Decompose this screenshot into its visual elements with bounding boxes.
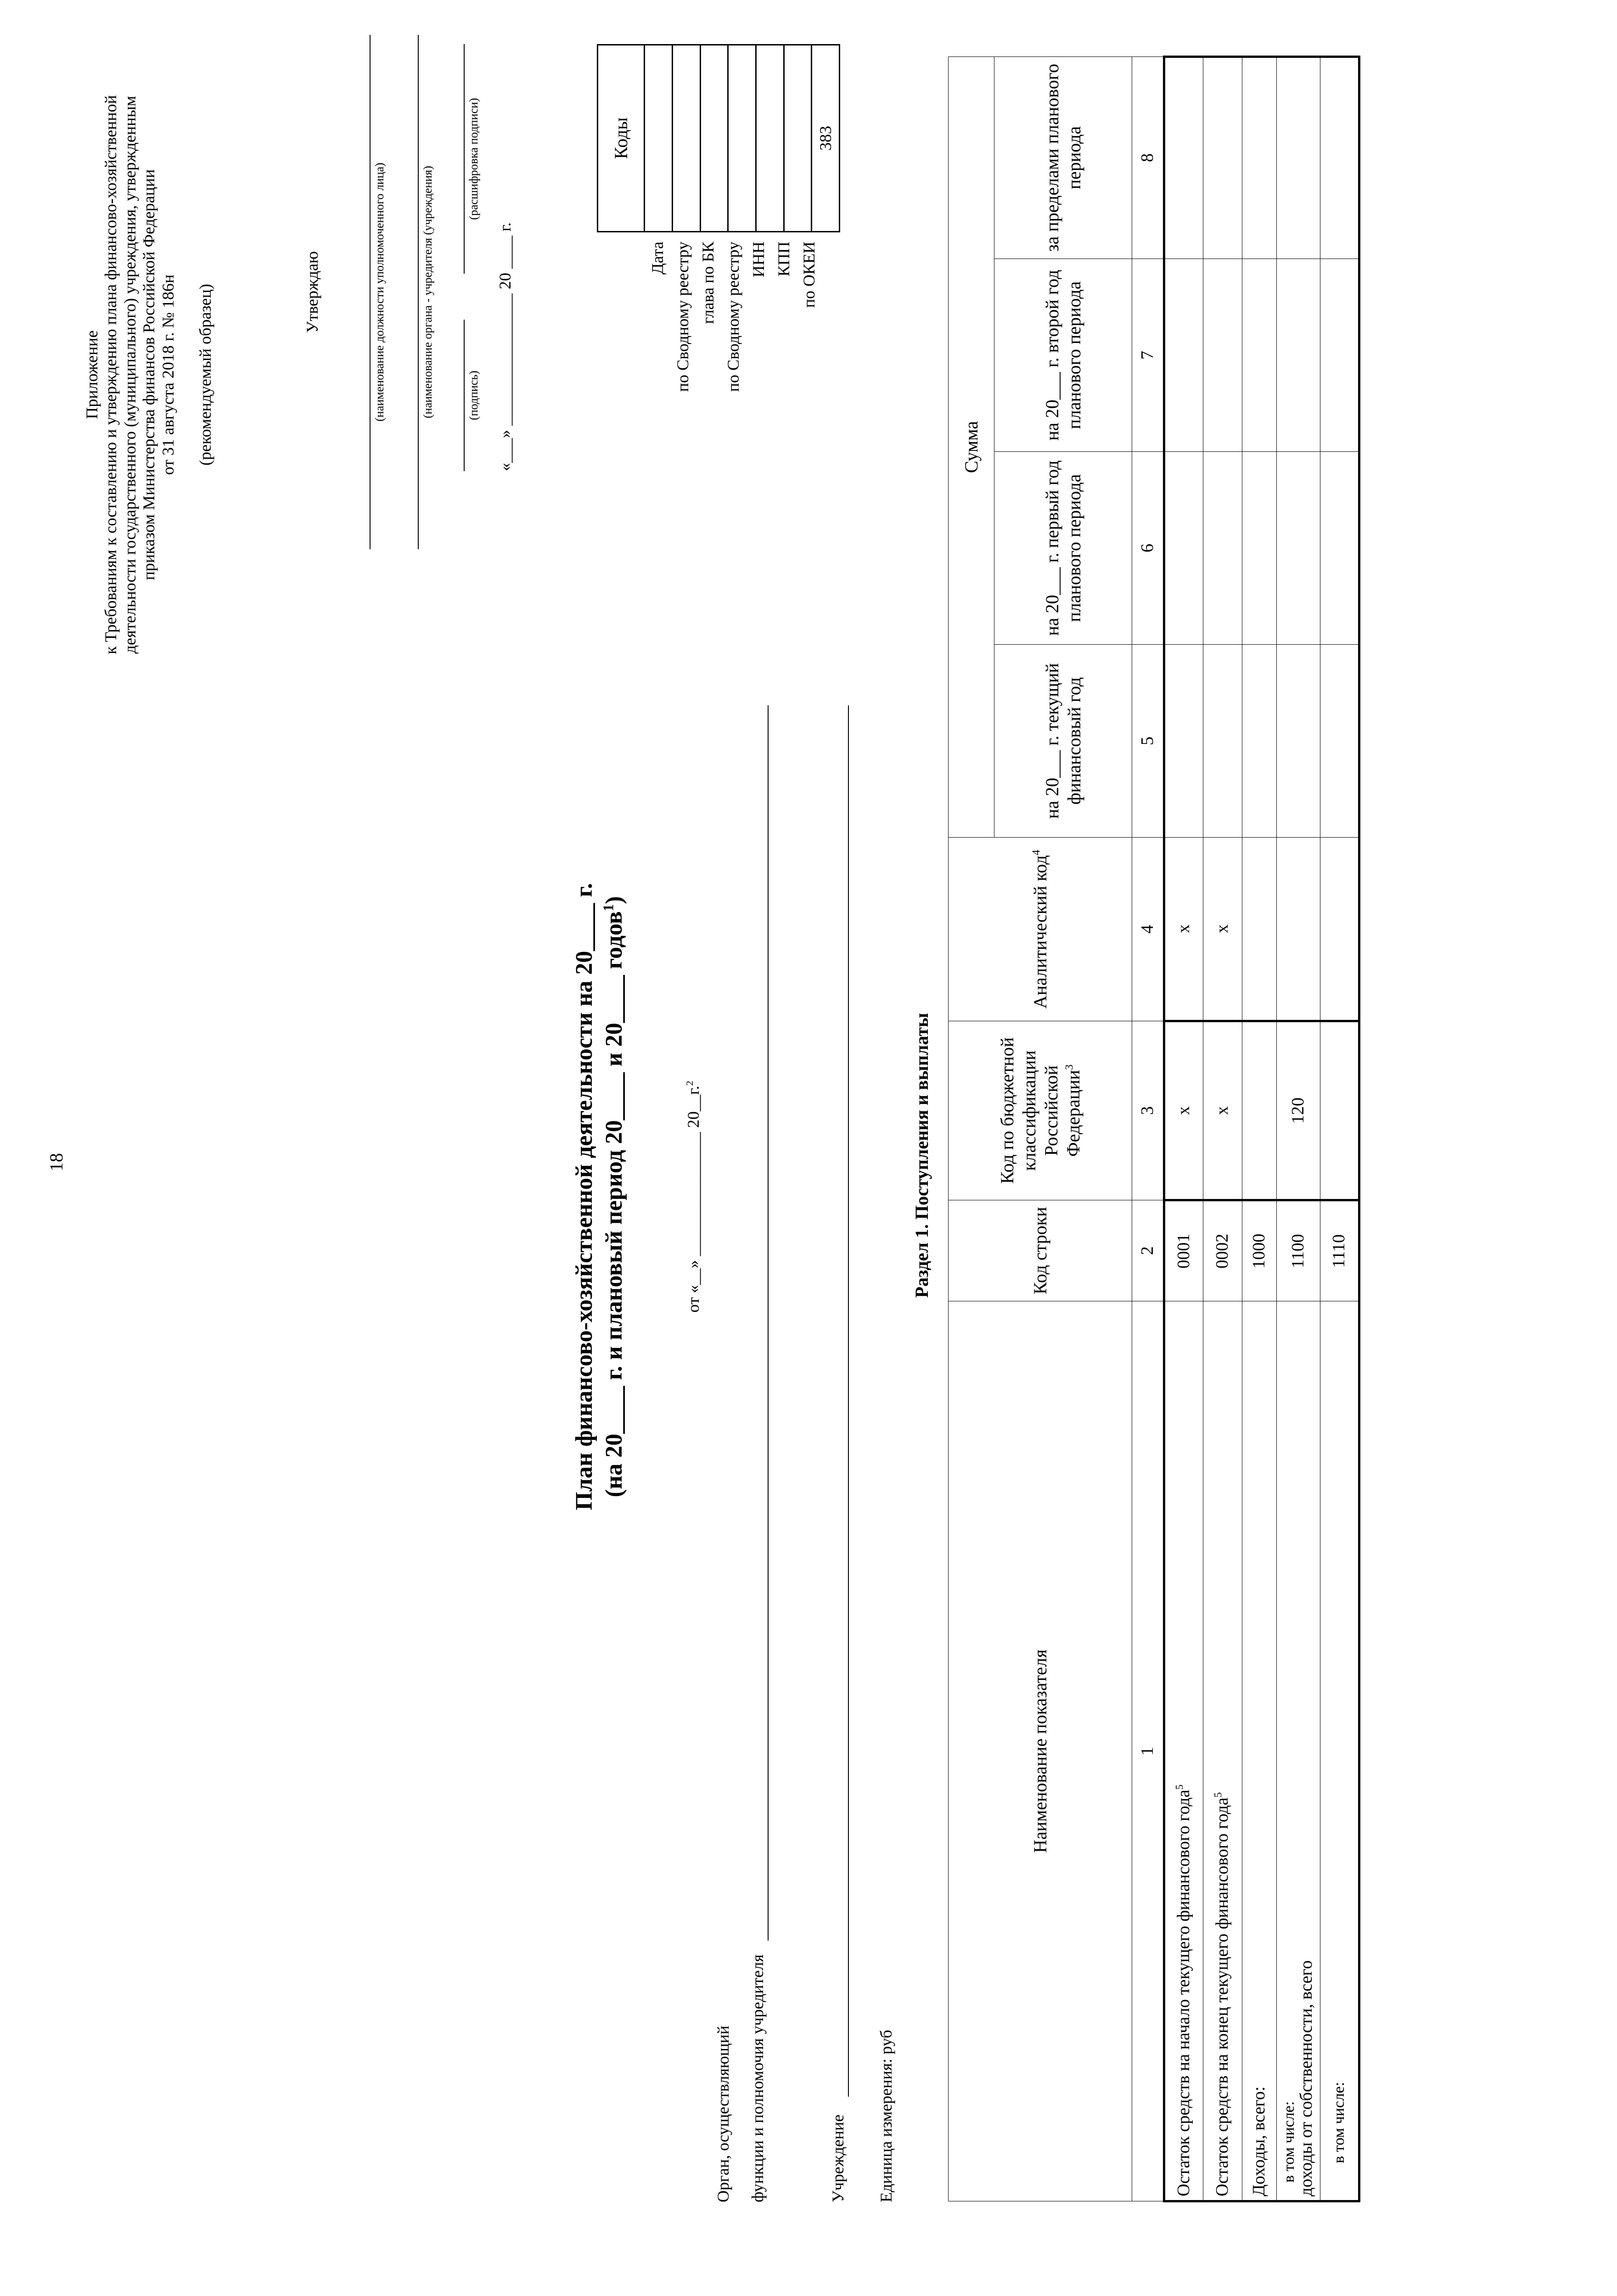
decode-caption: (расшифровка подписи) <box>467 98 480 220</box>
row-sum-7[interactable] <box>1277 259 1320 452</box>
sample-note: (рекомендуемый образец) <box>196 284 214 466</box>
institution-label: Учреждение <box>829 2114 847 2202</box>
decode-line <box>464 44 465 274</box>
col-number-3: 3 <box>1132 1021 1164 1200</box>
row-sum-5[interactable] <box>1320 645 1359 838</box>
code-label-inn: ИНН <box>749 242 768 277</box>
row-sum-7[interactable] <box>1164 259 1203 452</box>
row-sum-6[interactable] <box>1203 452 1242 645</box>
receipts-payments-table <box>948 56 1360 2202</box>
code-cell-kpp[interactable] <box>784 45 812 232</box>
organ-line <box>418 35 419 549</box>
appendix-line-3: приказом Министерства финансов Российской Федерации <box>140 169 158 580</box>
appendix-line-1: к Требованиям к составлению и утверждению плана финансово-хозяйственной <box>101 95 120 654</box>
row-sum-8[interactable] <box>1277 56 1320 259</box>
plan-title-line-2: (на 20____ г. и плановый период 20____ и 20____ годов$^1$) <box>600 896 627 1497</box>
code-cell-registry-2[interactable] <box>728 45 756 232</box>
position-line <box>370 35 371 549</box>
row-bk: 120 <box>1277 1021 1320 1200</box>
table-row <box>1164 56 1203 2201</box>
code-cell-registry[interactable] <box>673 45 701 232</box>
row-bk <box>1320 1021 1359 1200</box>
row-sum-5[interactable] <box>1277 645 1320 838</box>
code-cell-bk-head[interactable] <box>700 45 728 232</box>
table-row <box>1277 56 1320 2201</box>
row-code: 1000 <box>1242 1200 1277 1301</box>
organ-label-2: функции и полномочия учредителя <box>748 1954 767 2202</box>
signature-caption: (подпись) <box>467 371 480 420</box>
position-caption: (наименование должности уполномоченного лица) <box>373 163 386 422</box>
table-row <box>1320 56 1359 2201</box>
row-sum-7[interactable] <box>1320 259 1359 452</box>
col-number-4: 4 <box>1132 838 1164 1021</box>
organ-input-line[interactable] <box>768 705 769 1941</box>
header-col8: за пределами планового периода <box>994 56 1132 259</box>
row-sum-8[interactable] <box>1164 56 1203 259</box>
code-label-bk-head: глава по БК <box>699 242 717 324</box>
table-row <box>1203 56 1242 2201</box>
code-label-kpp: КПП <box>775 242 793 277</box>
unit-label: Единица измерения: руб <box>877 2030 895 2202</box>
code-label-registry: по Сводному реестру <box>674 242 692 392</box>
row-bk: x <box>1203 1021 1242 1200</box>
row-sum-5[interactable] <box>1242 645 1277 838</box>
organ-caption: (наименование органа - учредителя (учреждения) <box>421 166 434 418</box>
codes-box <box>597 44 840 232</box>
row-analytic: x <box>1203 838 1242 1021</box>
row-bk <box>1242 1021 1277 1200</box>
plan-date-line: от «__» _______________ 20__г.$^2$ <box>684 1080 702 1313</box>
page-number: 18 <box>46 1153 67 1171</box>
row-name: в том числе: <box>1320 1301 1359 2201</box>
row-code: 0002 <box>1203 1200 1242 1301</box>
codes-header: Коды <box>598 45 645 232</box>
code-label-date: Дата <box>648 242 667 275</box>
row-analytic <box>1277 838 1320 1021</box>
appendix-line-2: деятельности государственного (муниципального) учреждения, утвержденным <box>120 96 139 654</box>
header-col5: на 20___ г. текущий финансовый год <box>994 645 1132 838</box>
code-cell-date[interactable] <box>645 45 673 232</box>
institution-input-line[interactable] <box>848 705 849 2097</box>
table-row <box>1242 56 1277 2201</box>
signature-line <box>464 320 465 471</box>
header-col6: на 20___ г. первый год планового периода <box>994 452 1132 645</box>
col-number-7: 7 <box>1132 259 1164 452</box>
row-sum-8[interactable] <box>1242 56 1277 259</box>
header-analytic: Аналитический код$^4$ <box>949 838 1132 1021</box>
code-label-registry-2: по Сводному реестру <box>724 242 742 392</box>
code-label-okei: по ОКЕИ <box>800 242 818 308</box>
appendix-title: Приложение <box>83 330 101 419</box>
header-col7: на 20___ г. второй год планового периода <box>994 259 1132 452</box>
header-bk-code: Код по бюджетной классификации Российской Федерации$^3$ <box>949 1021 1132 1200</box>
row-bk: x <box>1164 1021 1203 1200</box>
row-name: в том числе: доходы от собственности, всего <box>1277 1301 1320 2201</box>
codes-labels <box>645 242 822 512</box>
header-sum: Сумма <box>949 56 994 837</box>
row-sum-5[interactable] <box>1203 645 1242 838</box>
header-row-code: Код строки <box>949 1200 1132 1301</box>
row-sum-8[interactable] <box>1203 56 1242 259</box>
row-sum-7[interactable] <box>1242 259 1277 452</box>
plan-title-line-1: План финансово-хозяйственной деятельности на 20____ г. <box>571 883 597 1511</box>
organ-label-1: Орган, осуществляющий <box>714 2026 732 2202</box>
col-number-6: 6 <box>1132 452 1164 645</box>
code-cell-inn[interactable] <box>756 45 784 232</box>
row-name: Остаток средств на конец текущего финансового года$^5$ <box>1203 1301 1242 2201</box>
section-title: Раздел 1. Поступления и выплаты <box>911 1013 932 1298</box>
row-sum-6[interactable] <box>1277 452 1320 645</box>
row-sum-6[interactable] <box>1242 452 1277 645</box>
row-sum-8[interactable] <box>1320 56 1359 259</box>
row-sum-5[interactable] <box>1164 645 1203 838</box>
col-number-8: 8 <box>1132 56 1164 259</box>
row-sum-6[interactable] <box>1164 452 1203 645</box>
row-sum-6[interactable] <box>1320 452 1359 645</box>
row-code: 1110 <box>1320 1200 1359 1301</box>
header-name: Наименование показателя <box>949 1301 1132 2201</box>
row-sum-7[interactable] <box>1203 259 1242 452</box>
row-name: Доходы, всего: <box>1242 1301 1277 2201</box>
appendix-block <box>83 7 215 742</box>
appendix-line-4: от 31 августа 2018 г. № 186н <box>158 274 177 475</box>
row-code: 0001 <box>1164 1200 1203 1301</box>
col-number-5: 5 <box>1132 645 1164 838</box>
approval-date-line: «___» ________________ 20 ____ г. <box>496 222 514 471</box>
row-analytic: x <box>1164 838 1203 1021</box>
row-name: Остаток средств на начало текущего финансового года$^5$ <box>1164 1301 1203 2201</box>
row-analytic <box>1242 838 1277 1021</box>
approval-title: Утверждаю <box>303 251 321 333</box>
col-number-2: 2 <box>1132 1200 1164 1301</box>
row-analytic <box>1320 838 1359 1021</box>
code-cell-okei: 383 <box>812 45 840 232</box>
col-number-1: 1 <box>1132 1301 1164 2201</box>
plan-title <box>569 692 629 1702</box>
row-code: 1100 <box>1277 1200 1320 1301</box>
